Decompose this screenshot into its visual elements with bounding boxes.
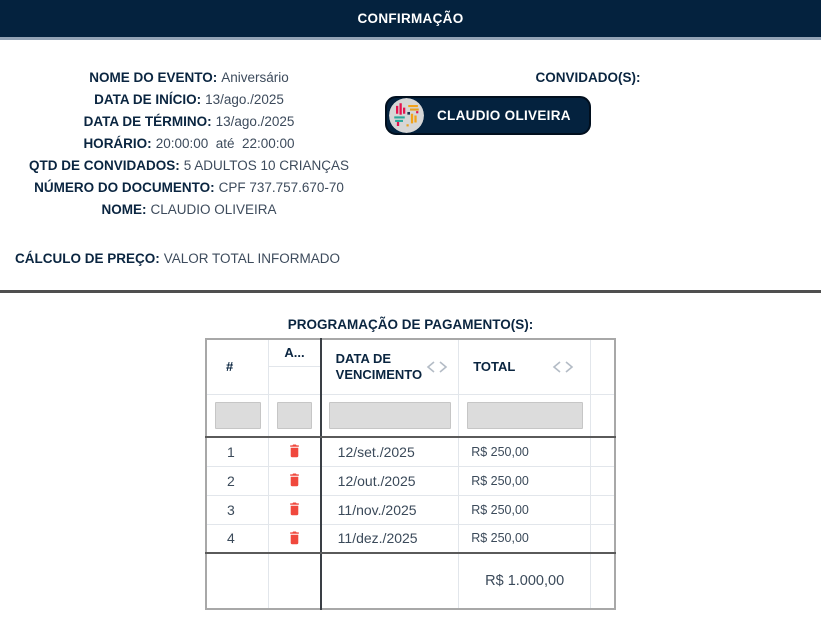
filter-input-due-date[interactable]	[329, 402, 451, 429]
filter-input-actions[interactable]	[277, 402, 312, 429]
event-field	[0, 177, 378, 199]
payment-row-spacer	[591, 524, 615, 553]
payment-action-cell	[269, 524, 321, 553]
price-calc-line	[0, 248, 821, 270]
sort-icon[interactable]	[424, 360, 450, 374]
filter-cell-actions	[269, 394, 321, 437]
event-field-label: QTD DE CONVIDADOS:	[28, 158, 180, 173]
due-date-header-label: DATA DE VENCIMENTO	[335, 350, 423, 382]
trash-icon	[288, 530, 301, 545]
trash-icon	[288, 501, 301, 516]
column-header-actions: A...	[269, 339, 321, 366]
column-header-spacer	[591, 339, 615, 394]
column-header-actions-sub	[269, 366, 321, 394]
payment-due-date: 12/out./2025	[321, 466, 459, 495]
payment-row	[206, 466, 615, 495]
event-field-label: DATA DE TÉRMINO:	[83, 114, 212, 129]
event-field-label: NOME:	[101, 202, 147, 217]
event-field-label: NÚMERO DO DOCUMENTO:	[34, 180, 215, 195]
filter-cell-total	[459, 394, 591, 437]
event-field	[0, 155, 378, 177]
payment-due-date: 12/set./2025	[321, 437, 459, 466]
payment-action-cell	[269, 437, 321, 466]
guest-name: CLAUDIO OLIVEIRA	[437, 108, 571, 123]
payment-index: 4	[206, 524, 269, 553]
price-calc-value: VALOR TOTAL INFORMADO	[163, 251, 341, 266]
event-field-value: 13/ago./2025	[215, 114, 295, 129]
payment-row-spacer	[591, 437, 615, 466]
delete-payment-button[interactable]	[284, 529, 305, 546]
payment-row-spacer	[591, 466, 615, 495]
event-field-value: 20:00:00 até 22:00:00	[155, 136, 295, 151]
column-header-index: #	[206, 339, 269, 394]
payments-table	[205, 338, 616, 610]
payment-total: R$ 250,00	[459, 437, 591, 466]
event-field	[0, 133, 378, 155]
total-header-label: TOTAL	[473, 359, 516, 375]
delete-payment-button[interactable]	[284, 471, 305, 488]
payment-action-cell	[269, 495, 321, 524]
guest-avatar-icon	[389, 98, 424, 133]
filter-cell-spacer	[591, 394, 615, 437]
filter-input-total[interactable]	[467, 402, 583, 429]
column-header-total[interactable]	[459, 339, 591, 394]
payments-table-body	[206, 437, 615, 553]
confirmation-header	[0, 0, 821, 40]
payment-row-spacer	[591, 495, 615, 524]
footer-cell-spacer	[591, 553, 615, 609]
filter-cell-index	[206, 394, 269, 437]
event-field	[0, 67, 378, 89]
payment-index: 3	[206, 495, 269, 524]
filter-cell-due-date	[321, 394, 459, 437]
payment-row	[206, 495, 615, 524]
payment-index: 1	[206, 437, 269, 466]
filter-input-index[interactable]	[215, 402, 261, 429]
event-field-value: CLAUDIO OLIVEIRA	[150, 202, 277, 217]
footer-cell-due-date	[321, 553, 459, 609]
section-divider	[0, 290, 821, 293]
payment-due-date: 11/nov./2025	[321, 495, 459, 524]
payment-row	[206, 524, 615, 553]
trash-icon	[288, 443, 301, 458]
column-header-due-date[interactable]	[321, 339, 459, 394]
payments-footer-row	[206, 553, 615, 609]
guests-column	[378, 67, 821, 135]
payment-total: R$ 250,00	[459, 524, 591, 553]
event-field-label: NOME DO EVENTO:	[89, 70, 218, 85]
payment-row	[206, 437, 615, 466]
payments-title: PROGRAMAÇÃO DE PAGAMENTO(S):	[287, 317, 534, 332]
event-field	[0, 89, 378, 111]
payment-action-cell	[269, 466, 321, 495]
event-field-value: 13/ago./2025	[205, 92, 284, 107]
guests-label: CONVIDADO(S):	[535, 70, 641, 85]
event-field-value: CPF 737.757.670-70	[218, 180, 344, 195]
grand-total-value: R$ 1.000,00	[459, 553, 591, 609]
event-summary-section	[0, 40, 821, 221]
footer-cell-actions	[269, 553, 321, 609]
event-field	[0, 199, 378, 221]
payment-total: R$ 250,00	[459, 466, 591, 495]
payment-due-date: 11/dez./2025	[321, 524, 459, 553]
delete-payment-button[interactable]	[284, 442, 305, 459]
sort-icon[interactable]	[550, 360, 576, 374]
guest-chip[interactable]	[385, 96, 591, 135]
trash-icon	[288, 472, 301, 487]
page-title: CONFIRMAÇÃO	[357, 11, 464, 26]
guest-chip-list	[378, 96, 798, 135]
event-field-value: Aniversário	[221, 70, 289, 85]
event-field-value: 5 ADULTOS 10 CRIANÇAS	[183, 158, 350, 173]
payment-index: 2	[206, 466, 269, 495]
footer-cell-index	[206, 553, 269, 609]
price-calc-label: CÁLCULO DE PREÇO:	[15, 251, 160, 266]
event-field-label: HORÁRIO:	[83, 136, 152, 151]
payment-total: R$ 250,00	[459, 495, 591, 524]
filter-row	[206, 394, 615, 437]
event-field-label: DATA DE INÍCIO:	[94, 92, 202, 107]
event-details	[0, 67, 378, 221]
delete-payment-button[interactable]	[284, 500, 305, 517]
event-field	[0, 111, 378, 133]
